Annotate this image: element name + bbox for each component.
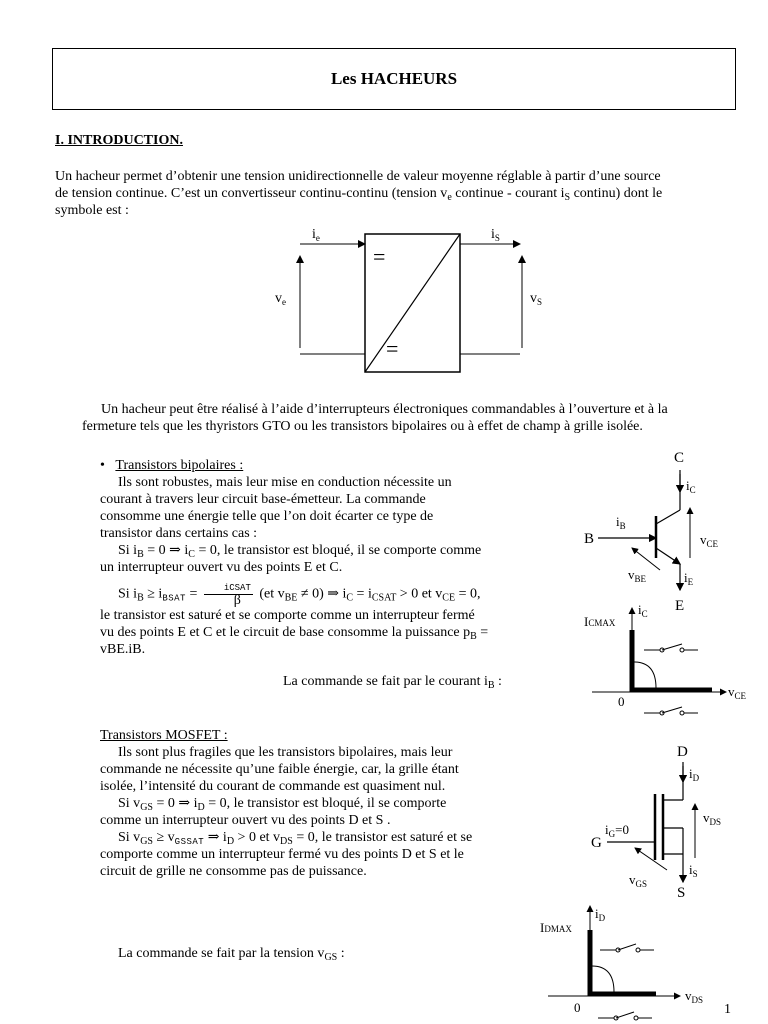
paragraph-2 (82, 401, 736, 435)
bipolar-section (100, 457, 532, 690)
emitter-label: E (675, 598, 685, 614)
emitter-diag (656, 548, 680, 564)
mosfet-heading: Transistors MOSFET : (100, 728, 228, 743)
is-label: $i_S$ (689, 862, 698, 879)
para2-line: fermeture tels que les thyristors GTO ou les transistors bipolaires ou à effet de champ à grille isolée. (82, 419, 643, 434)
is-label: $i_S$ (491, 227, 500, 243)
text: continu) dont le (570, 186, 663, 201)
para2-line: Un hacheur peut être réalisé à l’aide d’interrupteurs électroniques commandables à l’ouverture et à la (101, 402, 668, 417)
vgs-label: $v_{GS}$ (629, 872, 648, 889)
bipolar-line: consomme une énergie telle que l’on doit écarter ce type de (100, 509, 434, 524)
bjt-characteristic-graph (582, 600, 747, 722)
bipolar-saturation-line: Si $i_B \ge i_{BSAT}$ = $\frac{\text{iCSAT}}{\beta}$ (et $v_{BE} \ne 0$) ⇒ $i_C = i_{CSAT} > 0$ et $v_{CE} = 0$, (118, 583, 481, 608)
mosfet-line: comme un interrupteur ouvert vu des points D et S . (100, 813, 391, 828)
mosfet-line: Si $v_{GS} \ge v_{GSSAT}$ ⇒ $i_D > 0$ et $v_{DS} = 0$, le transistor est saturé et se (118, 830, 473, 847)
base-label: B (584, 531, 595, 547)
mosfet-line: commande ne nécessite qu’une faible énergie, car, la grille étant (100, 762, 459, 777)
bipolar-line: courant à travers leur circuit base-émetteur. La commande (100, 492, 426, 507)
mosfet-line: Si $v_{GS} = 0$ ⇒ $i_D = 0$, le transistor est bloqué, il se comporte (118, 796, 447, 813)
intro-paragraph (55, 168, 735, 219)
origin-label: 0 (574, 1000, 581, 1015)
bipolar-line: vu des points E et C et le circuit de base consomme la puissance $p_B$ = (100, 625, 489, 642)
fraction: $\frac{\text{iCSAT}}{\beta}$ (204, 582, 253, 607)
ve-label: $v_e$ (275, 291, 286, 307)
vbe-label: $v_{BE}$ (628, 567, 647, 584)
intro-line: symbole est : (55, 203, 129, 218)
icmax-label: ICMAX (584, 614, 616, 629)
ig-label: $i_G=0$ (605, 822, 629, 839)
subscript: S (564, 192, 571, 203)
bipolar-heading: Transistors bipolaires : (115, 458, 244, 473)
open-switch-icon (644, 707, 698, 715)
intro-line (55, 185, 735, 202)
ic-label: $i_C$ (686, 478, 696, 495)
closed-switch-icon (644, 644, 698, 652)
ic-axis-label: $i_C$ (638, 602, 648, 619)
mosfet-command-line: La commande se fait par la tension $v_{GS}$ : (118, 946, 345, 963)
mosfet-line: circuit de grille ne consomme pas de puissance. (100, 864, 367, 879)
transition-arc (592, 966, 614, 992)
chopper-symbol-diagram (270, 220, 543, 380)
bipolar-line: Si $i_B = 0$ ⇒ $i_C = 0$, le transistor est bloqué, il se comporte comme (118, 543, 482, 560)
collector-label: C (674, 450, 685, 466)
bullet: • (100, 458, 105, 473)
bipolar-line: un interrupteur ouvert vu des points E et C. (100, 560, 343, 575)
vds-label: $v_{DS}$ (703, 810, 722, 827)
collector-diag (656, 510, 680, 524)
vce-axis-label: $v_{CE}$ (728, 684, 747, 701)
bipolar-line: transistor dans certains cas : (100, 526, 258, 541)
bipolar-line: vBE.iB. (100, 642, 146, 657)
page-number: 1 (724, 1002, 731, 1017)
page-title: Les HACHEURS (52, 48, 736, 110)
bipolar-heading-line (100, 457, 532, 474)
vds-axis-label: $v_{DS}$ (685, 988, 704, 1005)
equal-sign-top: = (373, 244, 386, 269)
vce-label: $v_{CE}$ (700, 532, 719, 549)
idmax-label: IDMAX (540, 920, 572, 935)
id-label: $i_D$ (689, 766, 700, 783)
mosfet-characteristic-graph (540, 900, 720, 1024)
bipolar-line: le transistor est saturé et se comporte comme un interrupteur fermé (100, 608, 475, 623)
mosfet-line: Ils sont plus fragiles que les transistors bipolaires, mais leur (118, 745, 453, 760)
vs-label: $v_S$ (530, 291, 543, 307)
mosfet-line: comporte comme un interrupteur fermé vu des points D et S et le (100, 847, 464, 862)
bipolar-line: Ils sont robustes, mais leur mise en conduction nécessite un (118, 475, 452, 490)
transition-arc (634, 662, 656, 688)
id-axis-label: $i_D$ (595, 906, 606, 923)
ie-label: $i_E$ (684, 570, 694, 587)
drain-label: D (677, 744, 688, 760)
origin-label: 0 (618, 694, 625, 709)
section-heading: I. INTRODUCTION. (55, 133, 183, 148)
mosfet-section (100, 727, 532, 880)
text: de tension continue. C’est un convertisseur continu-continu (tension v (55, 186, 448, 201)
open-switch-icon (598, 1012, 652, 1020)
subscript: e (447, 192, 452, 203)
ib-label: $i_B$ (616, 514, 626, 531)
bjt-transistor-figure (578, 448, 728, 616)
bipolar-command-line: La commande se fait par le courant $i_B$ : (283, 674, 502, 691)
closed-switch-icon (600, 944, 654, 952)
mosfet-line: isolée, l’intensité du courant de commande est quasiment nul. (100, 779, 446, 794)
text: continue - courant i (451, 186, 565, 201)
equal-sign-bottom: = (386, 336, 399, 361)
source-label: S (677, 885, 686, 901)
mosfet-transistor-figure (585, 740, 735, 902)
ie-label: $i_e$ (312, 227, 320, 243)
gate-label: G (591, 835, 602, 851)
intro-line: Un hacheur permet d’obtenir une tension unidirectionnelle de valeur moyenne réglable à partir d’une source (55, 169, 661, 184)
